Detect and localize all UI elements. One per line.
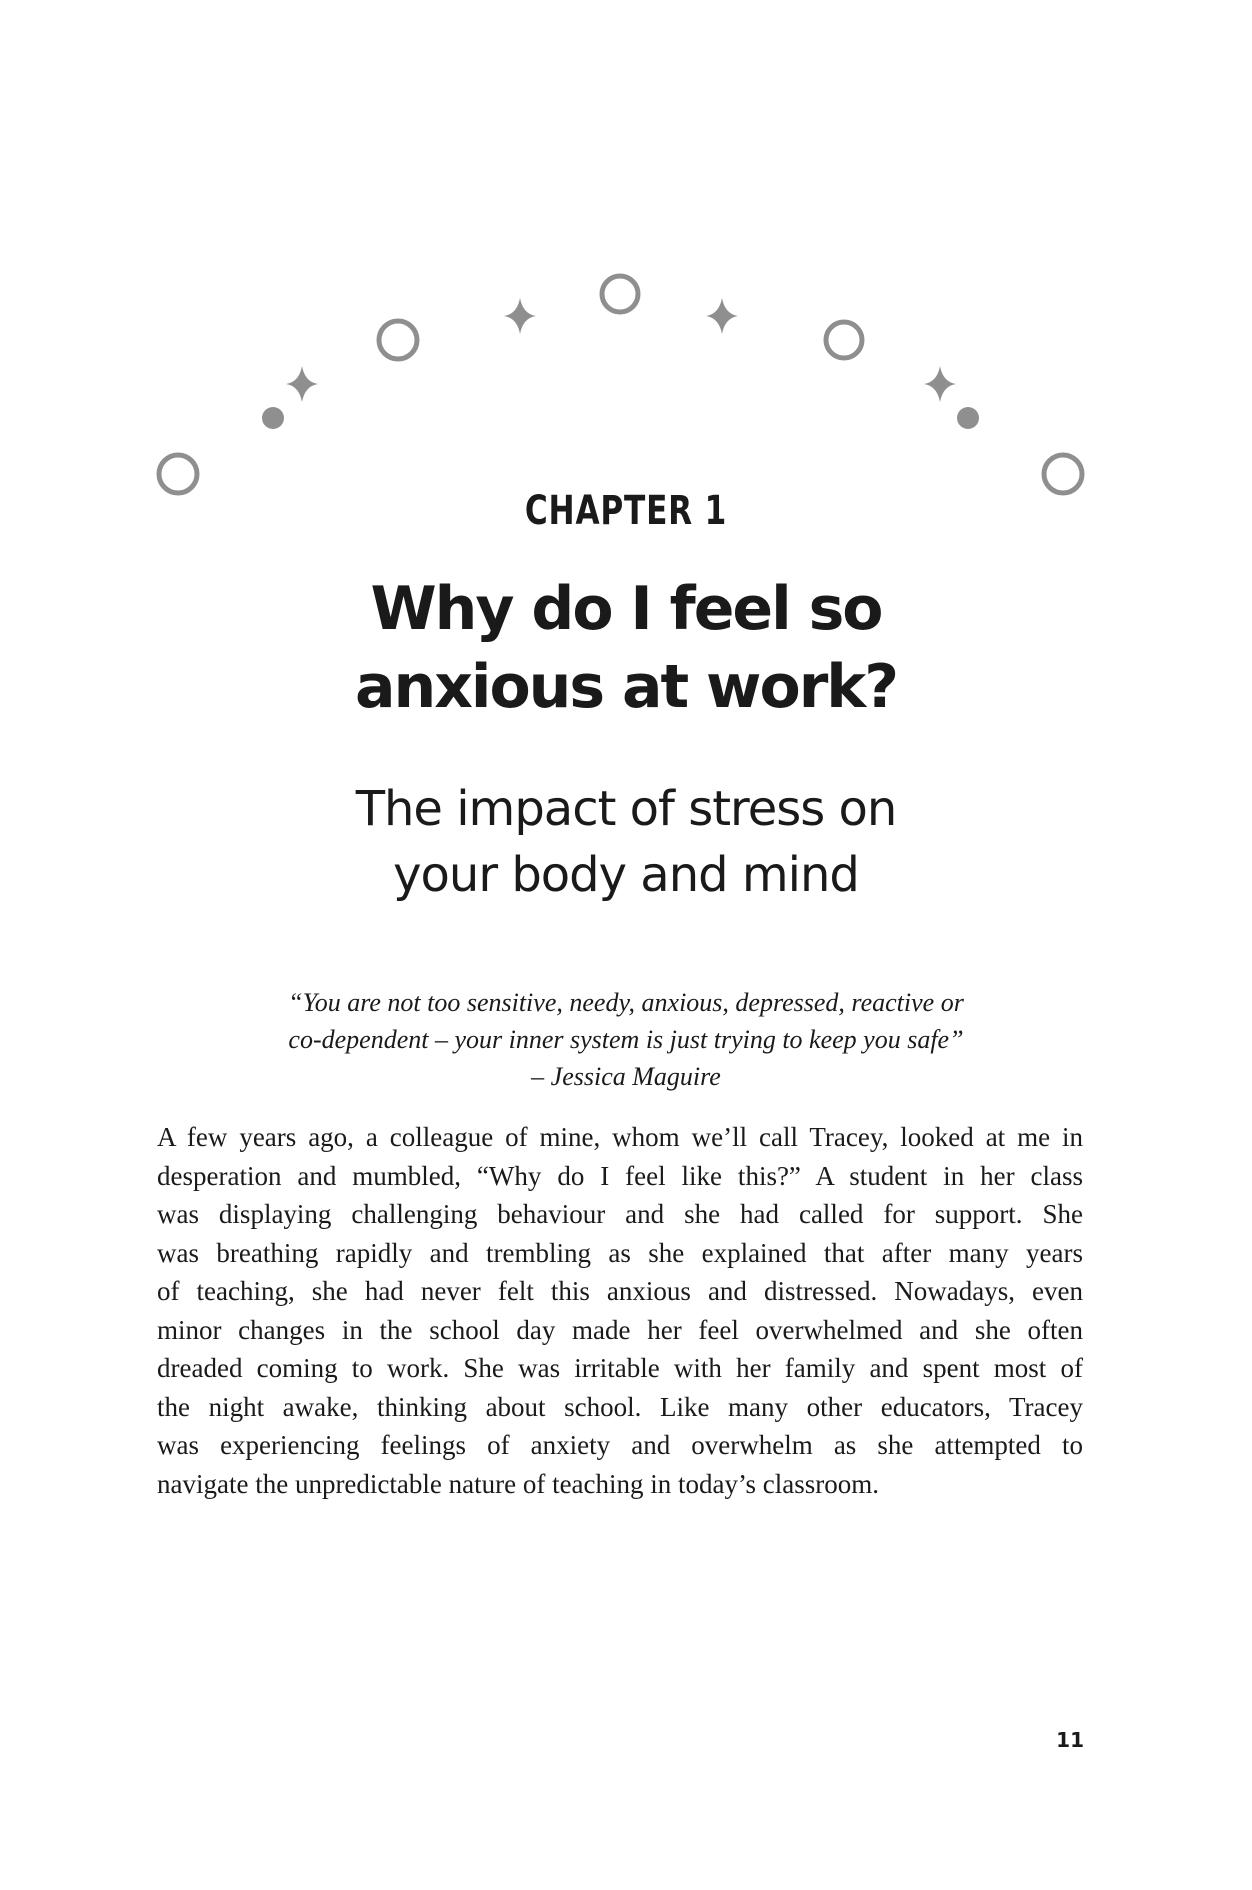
epigraph-line: “You are not too sensitive, needy, anxious, depressed, reactive or	[288, 988, 964, 1017]
body-line: minor changes in the school day made her feel overwhelmed and she often	[157, 1314, 1083, 1345]
chapter-subtitle	[0, 776, 1252, 908]
ring-icon	[826, 322, 862, 358]
epigraph-quote	[0, 984, 1252, 1095]
ring-icon	[602, 276, 638, 312]
body-line: dreaded coming to work. She was irritable with her family and spent most of	[157, 1353, 1083, 1383]
body-line: of teaching, she had never felt this anxious and distressed. Nowadays, even	[157, 1276, 1083, 1306]
body-line: desperation and mumbled, “Why do I feel like this?” A student in her class	[157, 1160, 1083, 1191]
epigraph-attribution: – Jessica Maguire	[531, 1062, 721, 1091]
sparkle-icon	[504, 298, 536, 334]
dot-icon	[262, 407, 284, 429]
chapter-title-line: anxious at work?	[354, 652, 897, 722]
body-paragraph	[157, 1118, 1083, 1503]
sparkle-icon	[286, 366, 318, 402]
chapter-label: CHAPTER 1	[524, 488, 728, 534]
body-line: navigate the unpredictable nature of teaching in today’s classroom.	[157, 1468, 879, 1499]
body-line: A few years ago, a colleague of mine, whom we’ll call Tracey, looked at me in	[157, 1122, 1083, 1152]
sparkle-icon	[706, 298, 738, 334]
body-line: was displaying challenging behaviour and she had called for support. She	[157, 1199, 1083, 1229]
decorative-arc-ornament	[0, 0, 1252, 520]
chapter-title	[0, 570, 1252, 726]
chapter-subtitle-line: your body and mind	[393, 847, 859, 903]
page-number: 11	[1056, 1728, 1084, 1752]
dot-icon	[957, 407, 979, 429]
chapter-title-line: Why do I feel so	[370, 574, 882, 644]
body-line: the night awake, thinking about school. Like many other educators, Tracey	[157, 1391, 1083, 1422]
body-line: was experiencing feelings of anxiety and overwhelm as she attempted to	[157, 1430, 1083, 1460]
epigraph-line: co-dependent – your inner system is just trying to keep you safe”	[288, 1025, 964, 1054]
sparkle-icon	[924, 366, 956, 402]
ring-icon	[379, 321, 417, 359]
chapter-subtitle-line: The impact of stress on	[355, 781, 897, 837]
body-line: was breathing rapidly and trembling as she explained that after many years	[157, 1237, 1083, 1268]
